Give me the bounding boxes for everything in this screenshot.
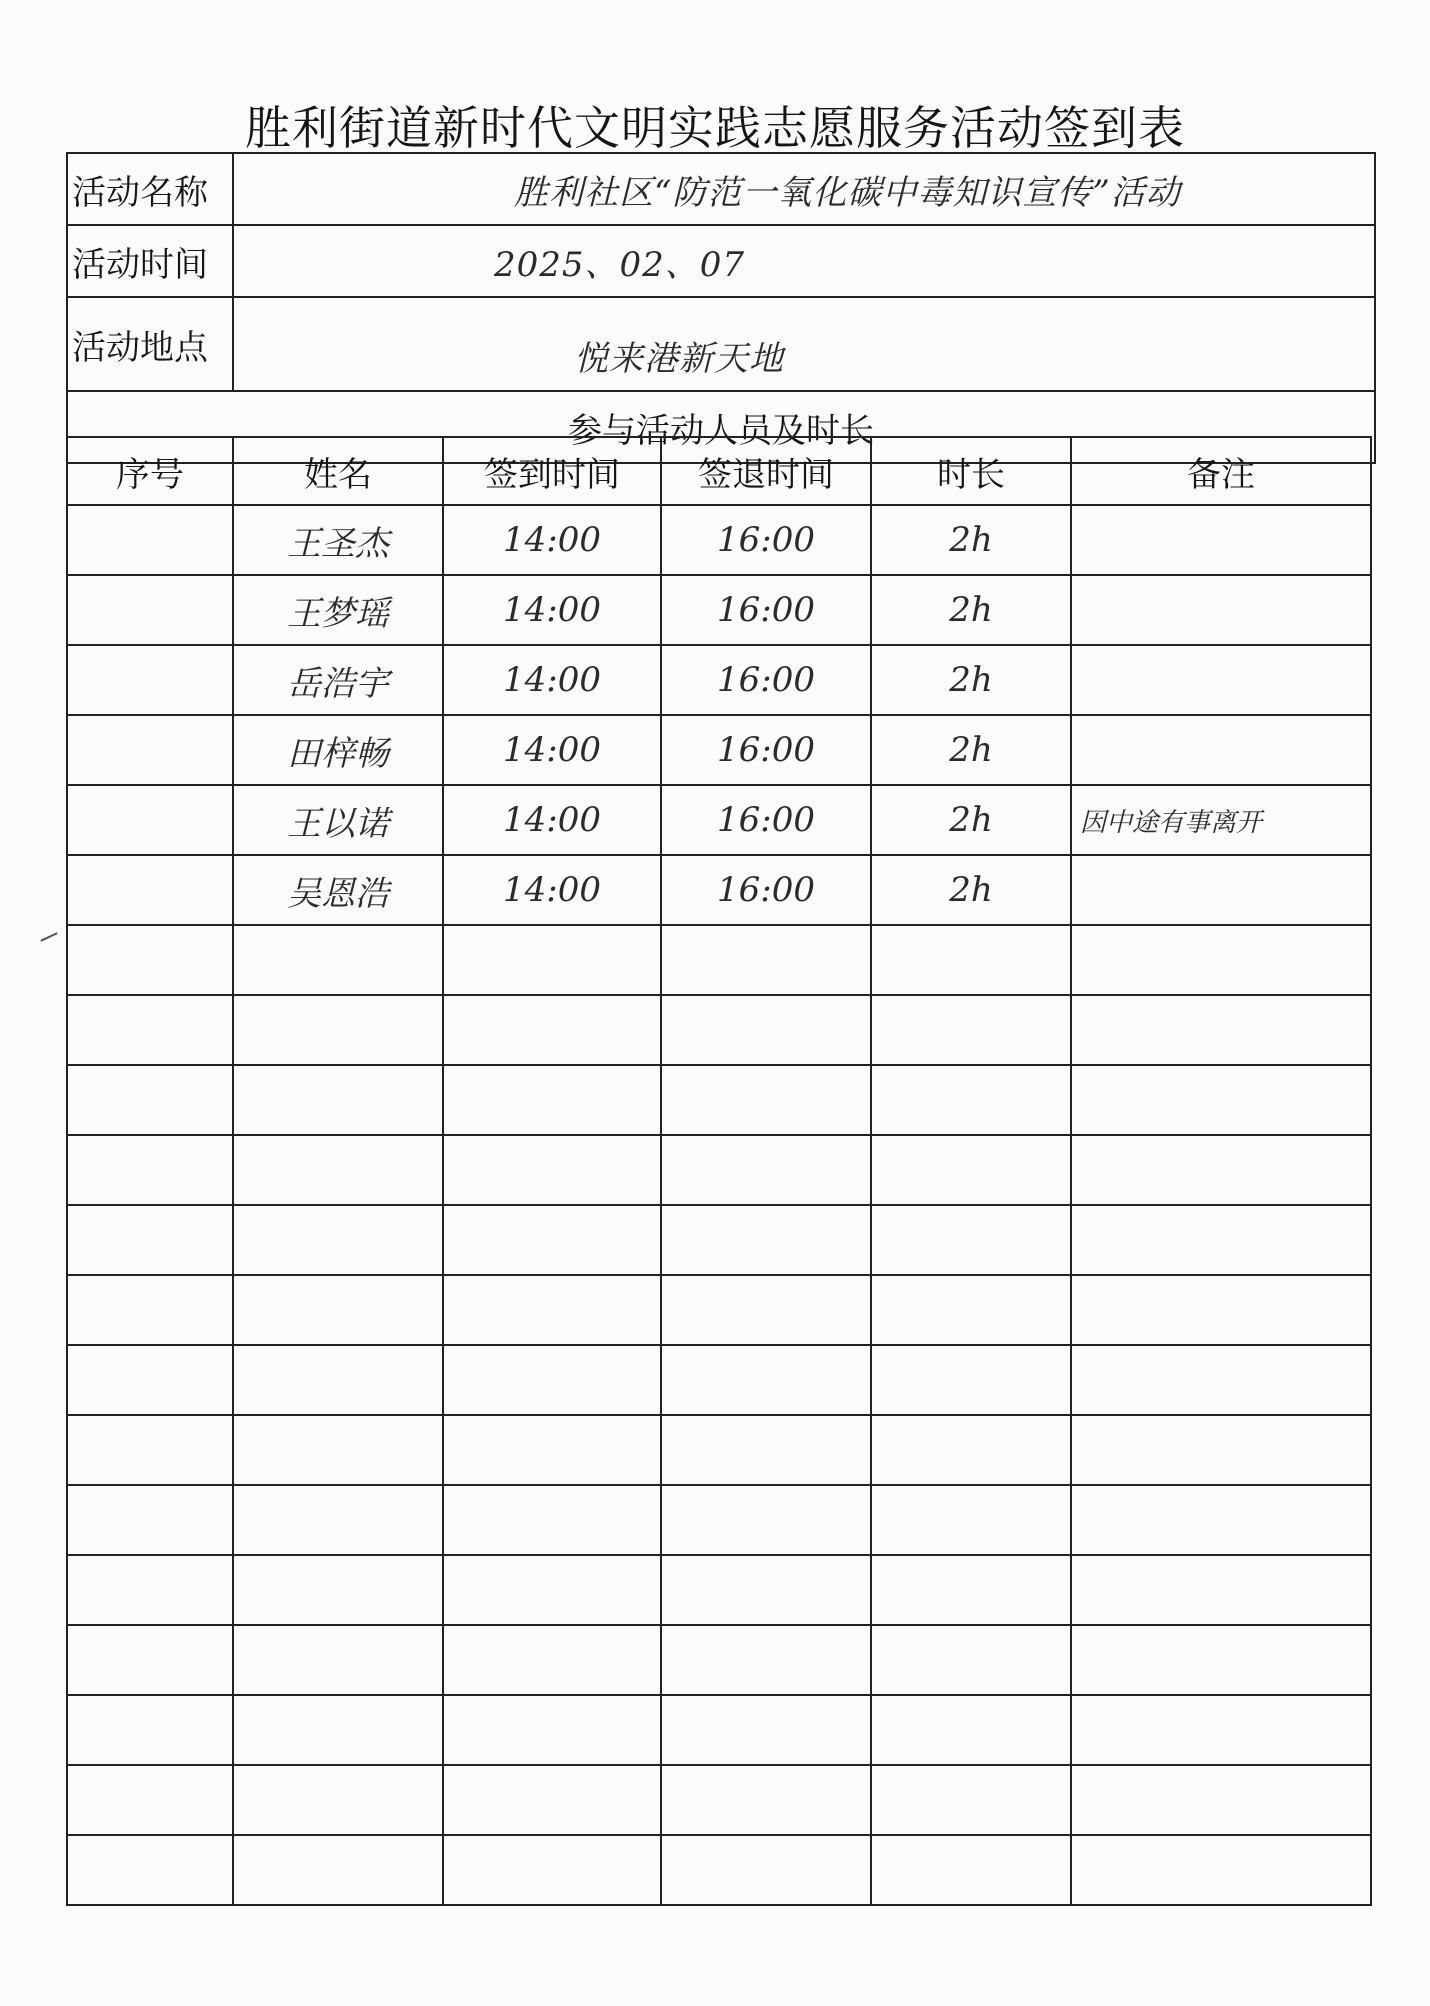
sign-in-time: 14:00	[443, 645, 661, 715]
empty-cell	[67, 1695, 233, 1765]
participant-name: 王以诺	[233, 785, 443, 855]
empty-cell	[871, 1345, 1071, 1415]
empty-cell	[443, 1345, 661, 1415]
empty-cell	[233, 1625, 443, 1695]
row-number	[67, 785, 233, 855]
empty-cell	[443, 1275, 661, 1345]
empty-cell	[871, 1835, 1071, 1905]
duration: 2h	[871, 505, 1071, 575]
participant-name: 岳浩宇	[233, 645, 443, 715]
sign-out-time: 16:00	[661, 645, 871, 715]
empty-cell	[443, 995, 661, 1065]
remark	[1071, 575, 1371, 645]
col-header-remarks: 备注	[1071, 437, 1371, 505]
sign-in-time: 14:00	[443, 505, 661, 575]
empty-cell	[871, 1695, 1071, 1765]
empty-cell	[67, 1345, 233, 1415]
empty-cell	[67, 1765, 233, 1835]
stray-pen-mark	[40, 932, 57, 941]
empty-cell	[871, 925, 1071, 995]
empty-cell	[1071, 1415, 1371, 1485]
empty-table-row	[67, 1695, 1371, 1765]
participant-name: 吴恩浩	[233, 855, 443, 925]
empty-table-row	[67, 1275, 1371, 1345]
empty-cell	[67, 1835, 233, 1905]
empty-cell	[233, 1485, 443, 1555]
empty-cell	[661, 1065, 871, 1135]
empty-cell	[1071, 925, 1371, 995]
duration: 2h	[871, 715, 1071, 785]
empty-cell	[233, 1345, 443, 1415]
sign-in-time: 14:00	[443, 855, 661, 925]
empty-cell	[67, 1135, 233, 1205]
remark	[1071, 855, 1371, 925]
table-row	[67, 575, 1371, 645]
activity-time-value: 2025、02、07	[233, 225, 1375, 297]
empty-table-row	[67, 1415, 1371, 1485]
row-number	[67, 575, 233, 645]
remark	[1071, 715, 1371, 785]
empty-cell	[443, 1135, 661, 1205]
empty-cell	[233, 1205, 443, 1275]
empty-table-row	[67, 995, 1371, 1065]
empty-cell	[661, 1135, 871, 1205]
activity-name-label: 活动名称	[67, 153, 233, 225]
empty-cell	[871, 1485, 1071, 1555]
empty-cell	[871, 1415, 1071, 1485]
empty-cell	[1071, 995, 1371, 1065]
empty-cell	[443, 1485, 661, 1555]
row-number	[67, 855, 233, 925]
empty-cell	[233, 1555, 443, 1625]
empty-cell	[661, 1275, 871, 1345]
empty-table-row	[67, 1205, 1371, 1275]
empty-cell	[233, 1275, 443, 1345]
activity-time-label: 活动时间	[67, 225, 233, 297]
table-row	[67, 715, 1371, 785]
participants-body	[67, 505, 1371, 1905]
duration: 2h	[871, 855, 1071, 925]
participant-name: 田梓畅	[233, 715, 443, 785]
empty-table-row	[67, 925, 1371, 995]
table-row	[67, 505, 1371, 575]
empty-cell	[67, 995, 233, 1065]
empty-cell	[1071, 1555, 1371, 1625]
activity-time-row	[67, 225, 1375, 297]
empty-cell	[1071, 1485, 1371, 1555]
col-header-duration: 时长	[871, 437, 1071, 505]
empty-cell	[661, 1485, 871, 1555]
empty-cell	[233, 1415, 443, 1485]
sign-in-time: 14:00	[443, 715, 661, 785]
empty-table-row	[67, 1835, 1371, 1905]
empty-cell	[661, 1415, 871, 1485]
empty-cell	[233, 925, 443, 995]
col-header-sign-in-time: 签到时间	[443, 437, 661, 505]
empty-cell	[233, 995, 443, 1065]
table-row	[67, 645, 1371, 715]
empty-cell	[1071, 1135, 1371, 1205]
empty-cell	[871, 1205, 1071, 1275]
empty-cell	[67, 925, 233, 995]
table-row	[67, 855, 1371, 925]
empty-cell	[443, 1555, 661, 1625]
sign-out-time: 16:00	[661, 855, 871, 925]
empty-table-row	[67, 1135, 1371, 1205]
empty-cell	[443, 1835, 661, 1905]
activity-name-value: 胜利社区“防范一氧化碳中毒知识宣传”活动	[233, 153, 1375, 225]
empty-cell	[661, 1835, 871, 1905]
sign-out-time: 16:00	[661, 505, 871, 575]
duration: 2h	[871, 785, 1071, 855]
empty-cell	[443, 925, 661, 995]
empty-cell	[443, 1415, 661, 1485]
empty-cell	[871, 995, 1071, 1065]
empty-table-row	[67, 1485, 1371, 1555]
empty-cell	[67, 1275, 233, 1345]
sign-out-time: 16:00	[661, 575, 871, 645]
empty-cell	[67, 1065, 233, 1135]
empty-cell	[233, 1065, 443, 1135]
empty-cell	[233, 1765, 443, 1835]
duration: 2h	[871, 645, 1071, 715]
empty-cell	[1071, 1625, 1371, 1695]
remark	[1071, 505, 1371, 575]
participant-name: 王圣杰	[233, 505, 443, 575]
empty-table-row	[67, 1555, 1371, 1625]
empty-table-row	[67, 1625, 1371, 1695]
empty-cell	[233, 1695, 443, 1765]
empty-cell	[1071, 1765, 1371, 1835]
empty-cell	[871, 1555, 1071, 1625]
row-number	[67, 645, 233, 715]
empty-cell	[233, 1135, 443, 1205]
empty-cell	[661, 1625, 871, 1695]
sign-in-time: 14:00	[443, 785, 661, 855]
col-header-number: 序号	[67, 437, 233, 505]
empty-cell	[443, 1695, 661, 1765]
col-header-sign-out-time: 签退时间	[661, 437, 871, 505]
empty-cell	[871, 1765, 1071, 1835]
empty-cell	[443, 1065, 661, 1135]
empty-cell	[443, 1205, 661, 1275]
empty-cell	[661, 1765, 871, 1835]
activity-place-label: 活动地点	[67, 297, 233, 391]
empty-table-row	[67, 1065, 1371, 1135]
empty-cell	[443, 1765, 661, 1835]
table-row	[67, 785, 1371, 855]
empty-cell	[1071, 1065, 1371, 1135]
participant-name: 王梦瑶	[233, 575, 443, 645]
activity-place-row	[67, 297, 1375, 391]
empty-cell	[871, 1065, 1071, 1135]
activity-place-value: 悦来港新天地	[233, 297, 1375, 391]
empty-cell	[1071, 1835, 1371, 1905]
empty-cell	[1071, 1275, 1371, 1345]
empty-cell	[233, 1835, 443, 1905]
col-header-name: 姓名	[233, 437, 443, 505]
remark: 因中途有事离开	[1071, 785, 1371, 855]
participants-header-row	[67, 437, 1371, 505]
sign-in-time: 14:00	[443, 575, 661, 645]
empty-cell	[1071, 1345, 1371, 1415]
empty-table-row	[67, 1345, 1371, 1415]
remark	[1071, 645, 1371, 715]
row-number	[67, 715, 233, 785]
empty-cell	[871, 1275, 1071, 1345]
activity-name-row	[67, 153, 1375, 225]
empty-cell	[871, 1135, 1071, 1205]
empty-cell	[661, 1555, 871, 1625]
row-number	[67, 505, 233, 575]
empty-cell	[871, 1625, 1071, 1695]
empty-cell	[67, 1625, 233, 1695]
empty-cell	[67, 1485, 233, 1555]
section-heading: 参与活动人员及时长	[67, 391, 1375, 463]
empty-cell	[661, 1345, 871, 1415]
empty-cell	[67, 1205, 233, 1275]
sign-out-time: 16:00	[661, 715, 871, 785]
empty-cell	[661, 1205, 871, 1275]
empty-cell	[1071, 1205, 1371, 1275]
empty-cell	[443, 1625, 661, 1695]
activity-info-table	[66, 152, 1376, 464]
empty-cell	[661, 925, 871, 995]
form-title: 胜利街道新时代文明实践志愿服务活动签到表	[245, 101, 1185, 155]
empty-cell	[661, 995, 871, 1065]
empty-table-row	[67, 1765, 1371, 1835]
empty-cell	[661, 1695, 871, 1765]
sign-out-time: 16:00	[661, 785, 871, 855]
empty-cell	[67, 1555, 233, 1625]
empty-cell	[1071, 1695, 1371, 1765]
participants-table	[66, 436, 1372, 1906]
empty-cell	[67, 1415, 233, 1485]
duration: 2h	[871, 575, 1071, 645]
